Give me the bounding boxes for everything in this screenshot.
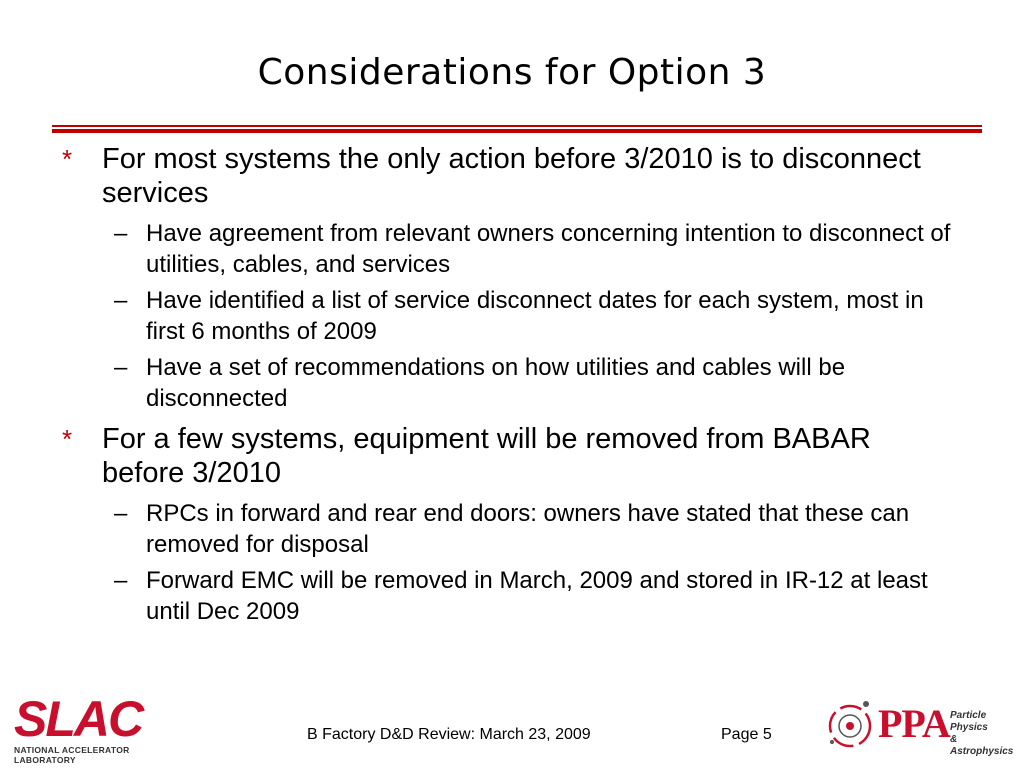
ppa-logo-subtitle: [950, 710, 1013, 758]
bullet-text: For most systems the only action before 3/2010 is to disconnect services: [102, 143, 921, 209]
slide-title: Considerations for Option 3: [257, 52, 767, 93]
page-number: Page 5: [721, 726, 772, 743]
sub-marker: –: [114, 354, 128, 381]
sub-bullet: [102, 565, 952, 627]
sub-marker: –: [114, 287, 128, 314]
sub-bullet: [102, 218, 952, 280]
sub-bullet-text: Have identified a list of service disconnect dates for each system, most in first 6 months of 2009: [146, 287, 924, 345]
ppa-sub-line-1: Particle Physics: [950, 710, 988, 733]
sub-bullet: [102, 352, 952, 414]
sub-marker: –: [114, 567, 128, 594]
sub-list-2: [102, 498, 952, 627]
title-rule-thick: [52, 129, 982, 133]
sub-bullet: [102, 498, 952, 560]
slide-body: [62, 142, 952, 635]
ppa-logo-wordmark: PPA: [878, 701, 950, 746]
sub-list-1: [102, 218, 952, 414]
sub-bullet-text: Have a set of recommendations on how utilities and cables will be disconnected: [146, 354, 846, 412]
bullet-marker: *: [62, 424, 73, 454]
bullet-2: [62, 422, 952, 490]
slac-logo-subtitle: NATIONAL ACCELERATOR LABORATORY: [14, 745, 130, 765]
sub-marker: –: [114, 500, 128, 527]
sub-marker: –: [114, 220, 128, 247]
slac-logo-wordmark: SLAC: [14, 691, 143, 747]
sub-bullet-text: Have agreement from relevant owners concerning intention to disconnect of utilities, cables, and services: [146, 220, 951, 278]
title-rule-thin: [52, 125, 982, 127]
ppa-logo: [826, 690, 1014, 757]
footer-center-text: B Factory D&D Review: March 23, 2009: [307, 726, 591, 743]
sub-bullet-text: RPCs in forward and rear end doors: owners have stated that these can removed for disposal: [146, 500, 910, 558]
bullet-1: [62, 142, 952, 210]
sub-bullet: [102, 285, 952, 347]
ppa-orbit-icon: [826, 690, 882, 756]
sub-bullet-text: Forward EMC will be removed in March, 2009 and stored in IR-12 at least until Dec 2009: [146, 567, 928, 625]
bullet-text: For a few systems, equipment will be removed from BABAR before 3/2010: [102, 423, 871, 489]
slac-logo: [14, 691, 194, 765]
ppa-sub-line-2: & Astrophysics: [950, 734, 1014, 757]
bullet-marker: *: [62, 144, 73, 174]
